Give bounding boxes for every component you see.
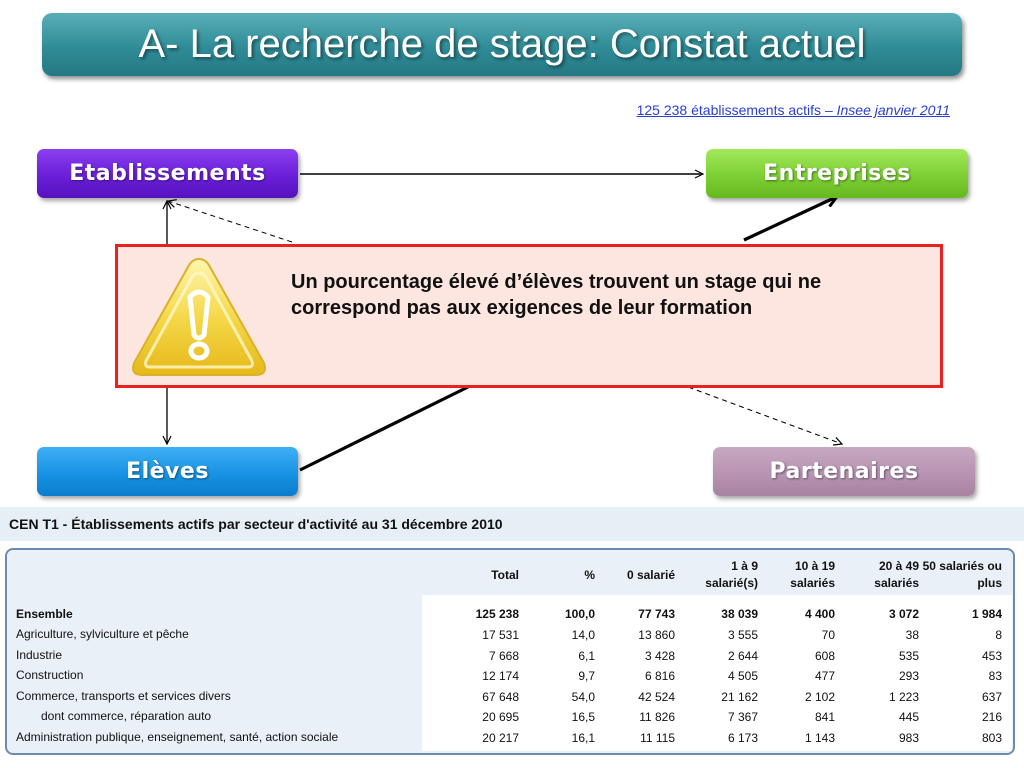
table-cell: 14,0 [571, 628, 595, 642]
table-cell: 77 743 [638, 607, 675, 621]
table-cell: 216 [981, 710, 1002, 724]
column-header: 20 à 49 salariés [874, 559, 919, 590]
entreprises-label: Entreprises [763, 161, 911, 186]
thick-arrow-eleves-entreprises-lower [300, 384, 474, 470]
table-cell: 70 [821, 628, 835, 642]
source-italic-text: Insee janvier 2011 [836, 102, 950, 118]
table-cell: 8 [995, 628, 1002, 642]
table-cell: 1 143 [804, 731, 835, 745]
column-header: % [584, 568, 595, 582]
table-cell: 983 [898, 731, 919, 745]
source-text: 125 238 établissements actifs – [636, 102, 837, 118]
table-cell: 1 223 [888, 690, 919, 704]
row-label: Ensemble [16, 607, 73, 621]
table-cell: 54,0 [571, 690, 595, 704]
table-cell: 7 668 [488, 649, 519, 663]
table-cell: 12 174 [482, 669, 519, 683]
table-cell: 83 [988, 669, 1002, 683]
table-cell: 477 [814, 669, 835, 683]
table-cell: 6,1 [578, 649, 595, 663]
row-label: Agriculture, sylviculture et pêche [16, 627, 189, 641]
table-cell: 20 695 [482, 710, 519, 724]
table-cell: 13 860 [638, 628, 675, 642]
table-cell: 2 644 [727, 649, 758, 663]
column-header: Total [491, 568, 519, 582]
table-cell: 841 [814, 710, 835, 724]
table-cell: 17 531 [482, 628, 519, 642]
dashed-arrow-to-partenaires [680, 384, 842, 444]
partenaires-label: Partenaires [769, 459, 919, 484]
etablissements-box [37, 149, 298, 198]
row-label: Construction [16, 668, 84, 682]
table-cell: 38 039 [721, 607, 758, 621]
table-cell: 9,7 [578, 669, 595, 683]
alert-text: Un pourcentage élevé d’élèves trouvent un stage qui ne correspond pas aux exigences de leur formation [291, 271, 822, 319]
table-cell: 100,0 [564, 607, 595, 621]
table-cell: 20 217 [482, 731, 519, 745]
table-cell: 445 [898, 710, 919, 724]
warning-icon [128, 253, 270, 381]
data-table [5, 548, 1015, 755]
table-cell: 42 524 [638, 690, 675, 704]
thick-arrow-eleves-entreprises-upper [744, 197, 836, 240]
row-label: Administration publique, enseignement, santé, action sociale [16, 730, 339, 744]
etablissements-label: Etablissements [69, 161, 266, 186]
table-title-bar [0, 507, 1024, 541]
slide-title: A- La recherche de stage: Constat actuel [138, 22, 866, 66]
table-cell: 803 [981, 731, 1002, 745]
table-cell: 16,5 [571, 710, 595, 724]
column-header: 10 à 19 salariés [790, 559, 835, 590]
row-label: Commerce, transports et services divers [16, 689, 231, 703]
table-cell: 4 400 [804, 607, 835, 621]
table-cell: 3 072 [888, 607, 919, 621]
table-cell: 3 428 [644, 649, 675, 663]
table-cell: 293 [898, 669, 919, 683]
eleves-box [37, 447, 298, 496]
table-cell: 6 173 [727, 731, 758, 745]
table-cell: 4 505 [727, 669, 758, 683]
row-label: Industrie [16, 648, 63, 662]
partenaires-box [713, 447, 975, 496]
eleves-label: Elèves [126, 459, 209, 484]
table-cell: 7 367 [727, 710, 758, 724]
table-cell: 6 816 [644, 669, 675, 683]
table-title: CEN T1 - Établissements actifs par secteur d'activité au 31 décembre 2010 [9, 516, 503, 532]
table-cell: 16,1 [571, 731, 595, 745]
table-cell: 11 826 [639, 710, 675, 724]
table-cell: 1 984 [971, 607, 1002, 621]
table-cell: 38 [905, 628, 919, 642]
table-cell: 3 555 [727, 628, 758, 642]
dashed-arrow-to-etab [168, 201, 292, 242]
table-cell: 608 [814, 649, 835, 663]
table-cell: 637 [981, 690, 1002, 704]
table-cell: 125 238 [475, 607, 519, 621]
table-cell: 453 [981, 649, 1002, 663]
row-label: dont commerce, réparation auto [41, 709, 212, 723]
table-cell: 2 102 [804, 690, 835, 704]
table-cell: 11 115 [640, 731, 675, 745]
table-cell: 67 648 [482, 690, 519, 704]
table-cell: 21 162 [721, 690, 758, 704]
column-header: 1 à 9 salarié(s) [705, 559, 758, 590]
alert-box [115, 244, 943, 388]
entreprises-box [706, 149, 968, 198]
column-header: 50 salariés ou plus [922, 559, 1002, 590]
column-header: 0 salarié [626, 568, 675, 582]
table-cell: 535 [898, 649, 919, 663]
